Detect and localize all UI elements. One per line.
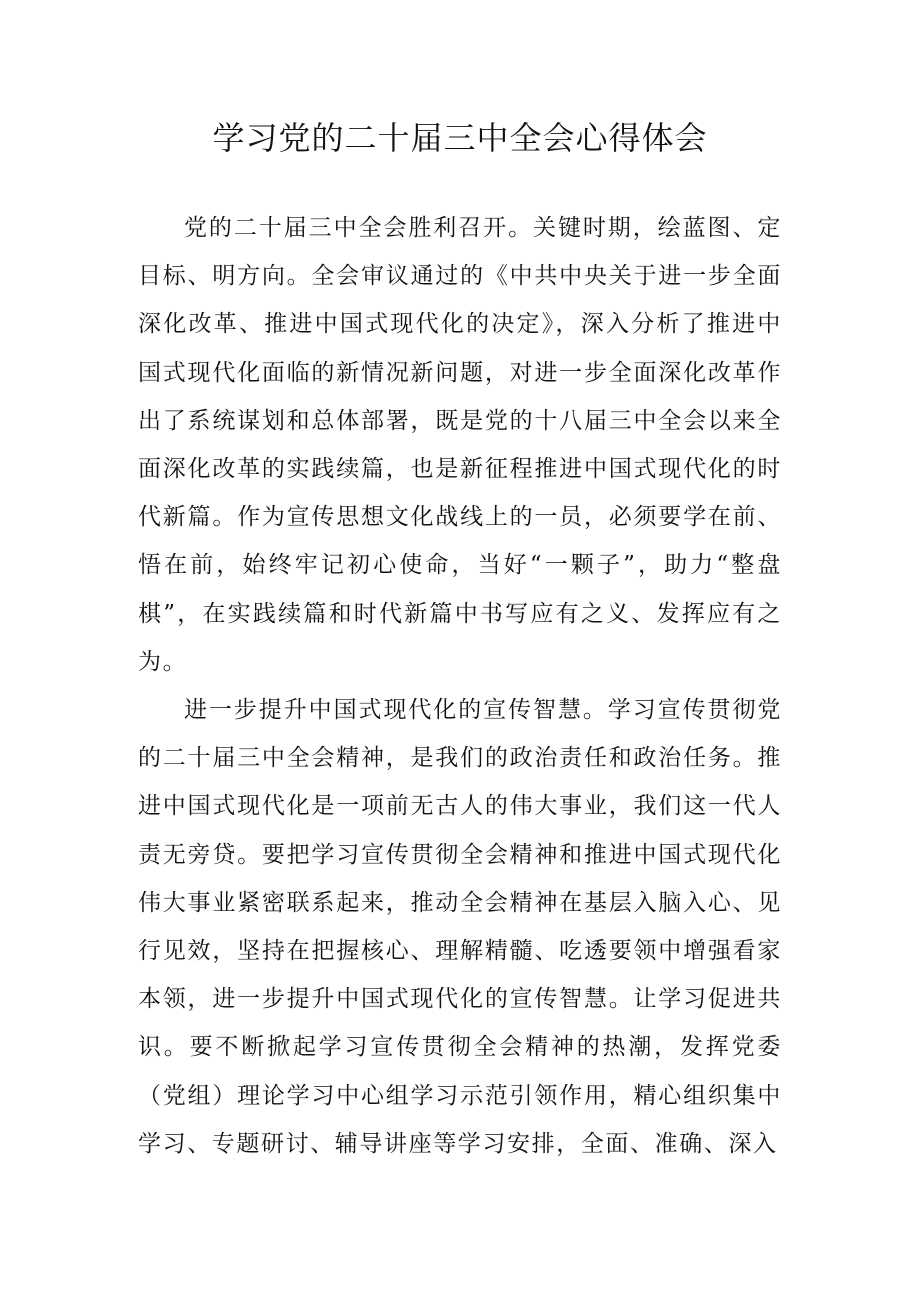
document-body — [138, 204, 782, 1168]
paragraph-2: 进一步提升中国式现代化的宣传智慧。学习宣传贯彻党的二十届三中全会精神，是我们的政治责任和政治任务。推进中国式现代化是一项前无古人的伟大事业，我们这一代人责无旁贷。要把学习宣传贯彻全会精神和推进中国式现代化伟大事业紧密联系起来，推动全会精神在基层入脑入心、见行见效，坚持在把握核心、理解精髓、吃透要领中增强看家本领，进一步提升中国式现代化的宣传智慧。让学习促进共识。要不断掀起学习宣传贯彻全会精神的热潮，发挥党委（党组）理论学习中心组学习示范引领作用，精心组织集中学习、专题研讨、辅导讲座等学习安排，全面、准确、深入 — [138, 697, 782, 1157]
document-title: 学习党的二十届三中全会心得体会 — [212, 119, 708, 157]
paragraph-1: 党的二十届三中全会胜利召开。关键时期，绘蓝图、定目标、明方向。全会审议通过的《中共中央关于进一步全面深化改革、推进中国式现代化的决定》，深入分析了推进中国式现代化面临的新情况新问题，对进一步全面深化改革作出了系统谋划和总体部署，既是党的十八届三中全会以来全面深化改革的实践续篇，也是新征程推进中国式现代化的时代新篇。作为宣传思想文化战线上的一员，必须要学在前、悟在前，始终牢记初心使命，当好“一颗子”，助力“整盘棋”，在实践续篇和时代新篇中书写应有之义、发挥应有之为。 — [138, 215, 782, 675]
